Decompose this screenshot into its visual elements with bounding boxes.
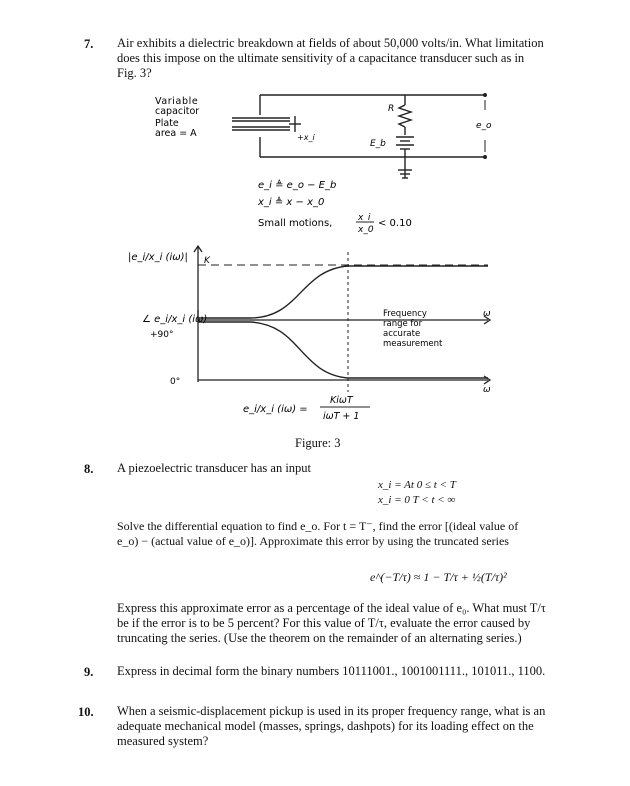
q8-paragraph-1: Solve the differential equation to find e_o. For t = T⁻, find the error [(ideal value of e_o) − (actual value of e_o)]. Approximate this error by using the truncated series <box>117 519 519 548</box>
label-resistor: R <box>388 104 395 114</box>
transfer-function-left: e_i/x_i (iω) = <box>243 404 308 415</box>
magnitude-axis-label: |e_i/x_i (iω)| <box>128 252 188 263</box>
omega-label-phase: ω <box>483 385 491 395</box>
question-number-8: 8. <box>84 462 94 476</box>
asymptote-k-label: K <box>204 256 210 266</box>
small-motions-label: Small motions, <box>258 218 333 229</box>
question-number-7: 7. <box>84 37 94 51</box>
label-plate: Plate <box>155 118 179 129</box>
circuit-diagram <box>232 95 485 178</box>
figure-caption: Figure: 3 <box>295 436 341 450</box>
q8-paragraph-2: Express this approximate error as a percentage of the ideal value of e₀. What must T/τ be if the error is to be 5 percent? For this value of T/τ, evaluate the error caused by truncating the series. (Use the theorem on the remainder of an alternating series.) <box>117 601 546 645</box>
label-capacitor: capacitor <box>155 106 200 117</box>
phase-plot <box>198 252 490 392</box>
question-text-7: Air exhibits a dielectric breakdown at fields of about 50,000 volts/in. What limitation does this impose on the ultimate sensitivity of a capacitance transducer such as in Fig. 3? <box>117 36 544 80</box>
ratio-bound: < 0.10 <box>378 218 412 229</box>
transfer-function-numerator: KiωT <box>330 395 353 406</box>
label-variable: Variable <box>155 96 199 107</box>
freq-range-line4: measurement <box>383 339 443 349</box>
definition-ei: e_i ≜ e_o − E_b <box>258 180 337 191</box>
freq-range-line1: Frequency <box>383 309 427 319</box>
definition-xi: x_i ≜ x − x_0 <box>258 197 325 208</box>
input-equation-2: x_i = 0 T < t < ∞ <box>378 494 456 506</box>
freq-range-line3: accurate <box>383 329 421 339</box>
label-output: e_o <box>476 121 492 131</box>
question-text-8: A piezoelectric transducer has an input <box>117 461 312 475</box>
ratio-denominator: x_0 <box>358 225 374 235</box>
label-xi: +x_i <box>297 133 315 142</box>
label-source: E_b <box>370 139 386 149</box>
label-area: area = A <box>155 128 197 139</box>
question-number-10: 10. <box>78 705 94 719</box>
terminal-top <box>483 93 487 97</box>
freq-range-line2: range for <box>383 319 423 329</box>
phase-90-label: +90° <box>150 330 174 340</box>
ratio-numerator: x_i <box>358 213 371 223</box>
omega-label-mag: ω <box>483 309 491 319</box>
question-number-9: 9. <box>84 665 94 679</box>
question-text-10: When a seismic-displacement pickup is used in its proper frequency range, what is an adequate mechanical model (masses, springs, dashpots) for its loading effect on the measured system? <box>117 704 546 748</box>
phase-0-label: 0° <box>170 377 181 387</box>
transfer-function-denominator: iωT + 1 <box>323 411 360 422</box>
magnitude-plot <box>194 246 488 320</box>
input-equation-1: x_i = At 0 ≤ t < T <box>378 479 456 491</box>
terminal-bottom <box>483 155 487 159</box>
question-text-9: Express in decimal form the binary numbers 10111001., 1001001111., 101011., 1100. <box>117 664 546 678</box>
phase-axis-label: ∠ e_i/x_i (iω) <box>142 314 208 325</box>
truncated-series: e^(−T/τ) ≈ 1 − T/τ + ½(T/τ)² <box>370 570 507 584</box>
